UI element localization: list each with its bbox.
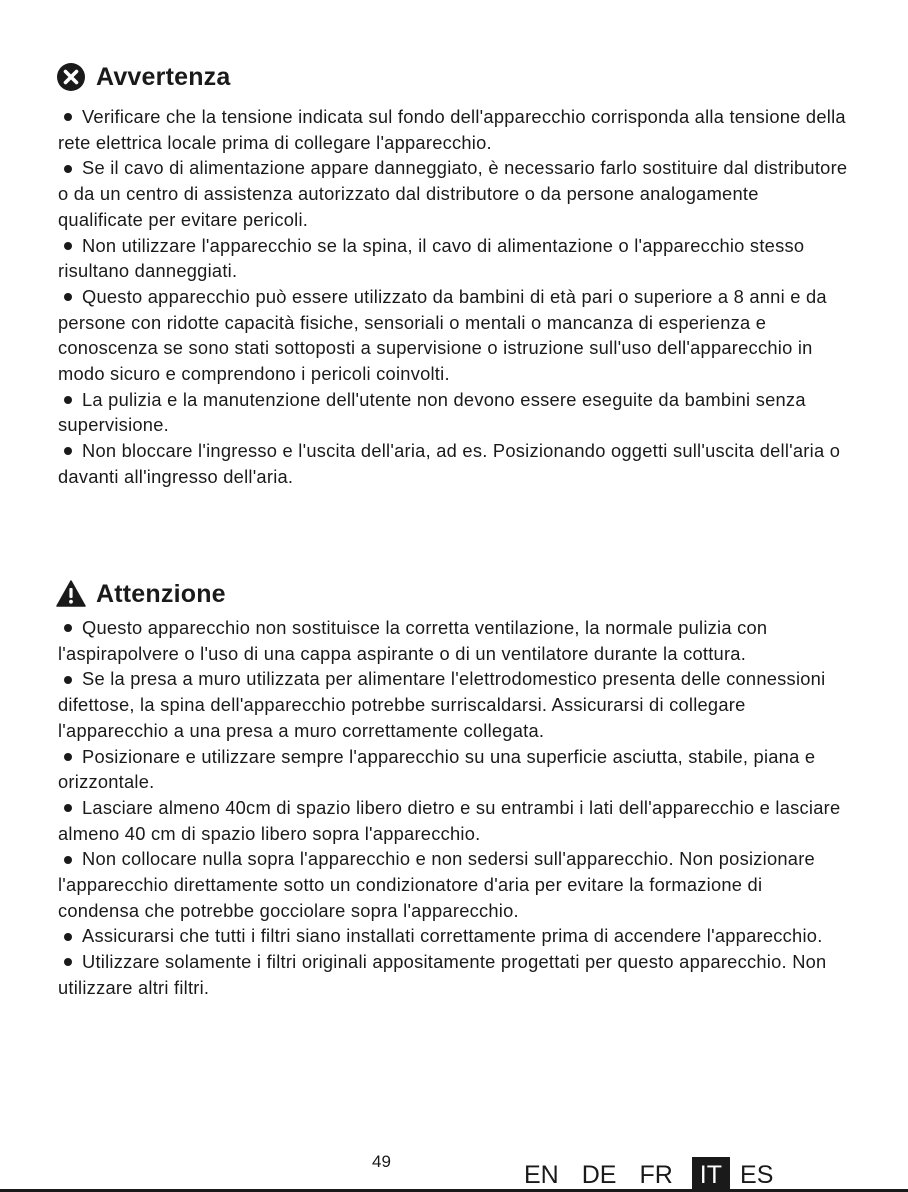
language-tab-en: EN xyxy=(524,1161,559,1189)
caution-title: Attenzione xyxy=(96,579,226,608)
bullet-icon xyxy=(64,804,72,812)
warning-heading xyxy=(56,62,230,92)
bullet-icon xyxy=(64,958,72,966)
language-tabs xyxy=(520,1154,792,1190)
warning-item: Non utilizzare l'apparecchio se la spina, il cavo di alimentazione o l'apparecchio stesso risultano danneggiati. xyxy=(58,234,805,282)
bullet-icon xyxy=(64,933,72,941)
language-tab-it: IT xyxy=(692,1157,730,1190)
warning-item: Questo apparecchio può essere utilizzato da bambini di età pari o superiore a 8 anni e da persone con ridotte capacità fisiche, sensoriali o mentali o mancanza di esperienza e conoscenza se sono stati sottoposti a supervisione o istruzione sull'uso dell'apparecchio in modo sicuro e comprendono i pericoli coinvolti. xyxy=(58,285,827,385)
warning-item: Se il cavo di alimentazione appare danneggiato, è necessario farlo sostituire dal distributore o da un centro di assistenza autorizzato dal distributore o da persone analogamente qualificate per evitare pericoli. xyxy=(58,157,848,230)
warning-list xyxy=(58,104,848,490)
caution-list xyxy=(58,615,848,1001)
bullet-icon xyxy=(64,113,72,121)
bullet-icon xyxy=(64,293,72,301)
caution-item: Assicurarsi che tutti i filtri siano installati correttamente prima di accendere l'apparecchio. xyxy=(58,923,848,949)
page-number: 49 xyxy=(372,1152,391,1171)
caution-item: Questo apparecchio non sostituisce la corretta ventilazione, la normale pulizia con l'aspirapolvere o l'uso di una cappa aspirante o di un ventilatore durante la cottura. xyxy=(58,617,768,664)
caution-item: Utilizzare solamente i filtri originali appositamente progettati per questo apparecchio. Non utilizzare altri filtri. xyxy=(58,951,827,998)
warning-title: Avvertenza xyxy=(96,62,231,91)
bullet-icon xyxy=(64,242,72,250)
bullet-icon xyxy=(64,856,72,864)
language-tab-fr: FR xyxy=(639,1161,673,1189)
warning-item: La pulizia e la manutenzione dell'utente non devono essere eseguite da bambini senza supervisione. xyxy=(58,388,806,436)
caution-heading xyxy=(56,579,226,609)
bullet-icon xyxy=(64,396,72,404)
warning-item: Verificare che la tensione indicata sul fondo dell'apparecchio corrisponda alla tensione della rete elettrica locale prima di collegare l'apparecchio. xyxy=(58,106,846,153)
warning-item: Non bloccare l'ingresso e l'uscita dell'aria, ad es. Posizionando oggetti sull'uscita dell'aria o davanti all'ingresso dell'aria. xyxy=(58,440,841,487)
bullet-icon xyxy=(64,165,72,173)
caution-item: Lasciare almeno 40cm di spazio libero dietro e su entrambi i lati dell'apparecchio e lasciare almeno 40 cm di spazio libero sopra l'apparecchio. xyxy=(58,796,841,844)
caution-item: Posizionare e utilizzare sempre l'apparecchio su una superficie asciutta, stabile, piana e orizzontale. xyxy=(58,745,816,793)
bullet-icon xyxy=(64,447,72,455)
caution-item: Non collocare nulla sopra l'apparecchio e non sedersi sull'apparecchio. Non posizionare l'apparecchio direttamente sotto un condizionatore d'aria per evitare la formazione di condensa che potrebbe gocciolare sopra l'apparecchio. xyxy=(58,848,815,921)
bullet-icon xyxy=(64,676,72,684)
error-circle-icon xyxy=(56,62,86,92)
caution-item: Se la presa a muro utilizzata per alimentare l'elettrodomestico presenta delle connessioni difettose, la spina dell'apparecchio potrebbe surriscaldarsi. Assicurarsi di collegare l'apparecchio a una presa a muro correttamente collegata. xyxy=(58,668,826,741)
warning-triangle-icon xyxy=(56,579,86,609)
language-tab-de: DE xyxy=(581,1161,617,1189)
bullet-icon xyxy=(64,753,72,761)
language-tab-es: ES xyxy=(740,1161,774,1189)
bullet-icon xyxy=(64,624,72,632)
